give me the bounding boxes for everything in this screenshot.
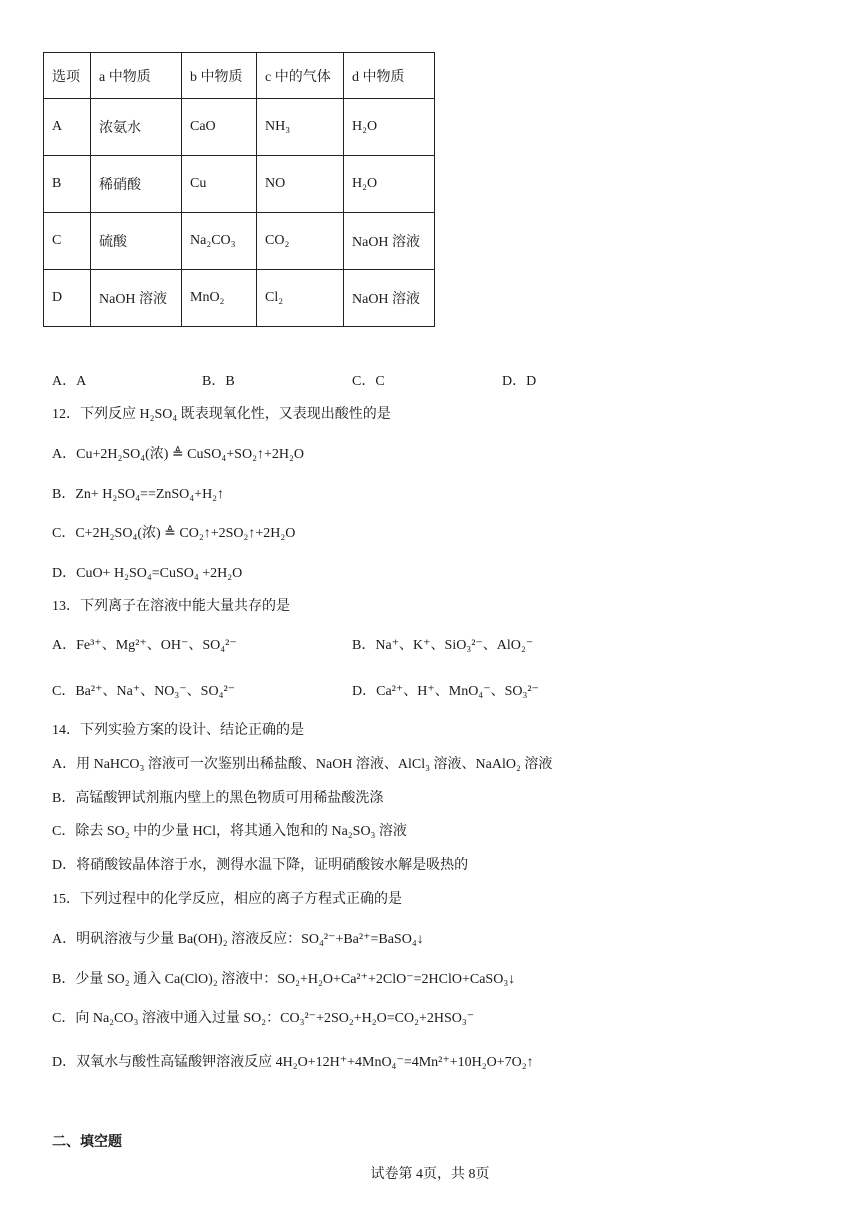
q14-option-a: A．用 NaHCO₃ 溶液可一次鉴别出稀盐酸、NaOH 溶液、AlCl₃ 溶液、NaAlO₂ 溶液: [52, 757, 553, 772]
table-cell: C: [44, 213, 91, 270]
table-cell: B: [44, 156, 91, 213]
q11-choice-a: A．A: [52, 374, 87, 389]
q11-choice-c: C．C: [352, 374, 385, 389]
q15-option-c: C．向 Na₂CO₃ 溶液中通入过量 SO₂：CO₃²⁻+2SO₂+H₂O=CO₂+2HSO₃⁻: [52, 1011, 475, 1026]
table-cell: H₂O: [344, 99, 435, 156]
table-header-cell: b 中物质: [182, 53, 257, 99]
table-cell: NaOH 溶液: [91, 270, 182, 327]
table-cell: Cu: [182, 156, 257, 213]
page-footer: 试卷第 4页，共 8页: [370, 1167, 490, 1182]
q13-option-d: D．Ca²⁺、H⁺、MnO₄⁻、SO₃²⁻: [352, 684, 539, 699]
table-row: [44, 99, 435, 156]
table-cell: A: [44, 99, 91, 156]
q11-choice-d: D．D: [502, 374, 537, 389]
q14-option-b: B．高锰酸钾试剂瓶内壁上的黑色物质可用稀盐酸洗涤: [52, 791, 384, 806]
table-row: [44, 213, 435, 270]
table-cell: NO: [257, 156, 344, 213]
q12-option-b: B．Zn+ H₂SO₄==ZnSO₄+H₂↑: [52, 487, 225, 502]
q15-option-a: A．明矾溶液与少量 Ba(OH)₂ 溶液反应：SO₄²⁻+Ba²⁺=BaSO₄↓: [52, 932, 424, 947]
table-cell: H₂O: [344, 156, 435, 213]
table-cell: NaOH 溶液: [344, 270, 435, 327]
options-table: [43, 52, 435, 327]
table-cell: NaOH 溶液: [344, 213, 435, 270]
table-cell: Na₂CO₃: [182, 213, 257, 270]
table-header-cell: d 中物质: [344, 53, 435, 99]
q15-option-d: D．双氧水与酸性高锰酸钾溶液反应 4H₂O+12H⁺+4MnO₄⁻=4Mn²⁺+10H₂O+7O₂↑: [52, 1055, 534, 1070]
q12-stem: 12．下列反应 H₂SO₄ 既表现氧化性，又表现出酸性的是: [52, 407, 391, 422]
section-title: 二、填空题: [52, 1134, 122, 1150]
table-row: [44, 156, 435, 213]
q14-option-d: D．将硝酸铵晶体溶于水，测得水温下降，证明硝酸铵水解是吸热的: [52, 858, 469, 873]
q12-option-d: D．CuO+ H₂SO₄=CuSO₄ +2H₂O: [52, 566, 243, 581]
table-cell: 浓氨水: [91, 99, 182, 156]
q14-stem: 14．下列实验方案的设计、结论正确的是: [52, 723, 304, 738]
table-header-row: [44, 53, 435, 99]
q11-choice-b: B．B: [202, 374, 235, 389]
q13-option-b: B．Na⁺、K⁺、SiO₃²⁻、AlO₂⁻: [352, 638, 534, 653]
table-cell: 稀硝酸: [91, 156, 182, 213]
table-row: [44, 270, 435, 327]
table-cell: MnO₂: [182, 270, 257, 327]
q13-stem: 13．下列离子在溶液中能大量共存的是: [52, 599, 290, 614]
q13-option-c: C．Ba²⁺、Na⁺、NO₃⁻、SO₄²⁻: [52, 684, 236, 699]
q14-option-c: C．除去 SO₂ 中的少量 HCl，将其通入饱和的 Na₂SO₃ 溶液: [52, 824, 407, 839]
q15-stem: 15．下列过程中的化学反应，相应的离子方程式正确的是: [52, 892, 402, 907]
q12-option-a: A．Cu+2H₂SO₄(浓) ≜ CuSO₄+SO₂↑+2H₂O: [52, 447, 304, 462]
table-cell: CaO: [182, 99, 257, 156]
table-cell: NH₃: [257, 99, 344, 156]
q15-option-b: B．少量 SO₂ 通入 Ca(ClO)₂ 溶液中：SO₂+H₂O+Ca²⁺+2ClO⁻=2HClO+CaSO₃↓: [52, 972, 516, 987]
table-cell: 硫酸: [91, 213, 182, 270]
table-cell: D: [44, 270, 91, 327]
table-cell: Cl₂: [257, 270, 344, 327]
table-header-cell: a 中物质: [91, 53, 182, 99]
q13-option-a: A．Fe³⁺、Mg²⁺、OH⁻、SO₄²⁻: [52, 638, 237, 653]
q12-option-c: C．C+2H₂SO₄(浓) ≜ CO₂↑+2SO₂↑+2H₂O: [52, 526, 296, 541]
table-cell: CO₂: [257, 213, 344, 270]
table-header-cell: c 中的气体: [257, 53, 344, 99]
table-header-cell: 选项: [44, 53, 91, 99]
